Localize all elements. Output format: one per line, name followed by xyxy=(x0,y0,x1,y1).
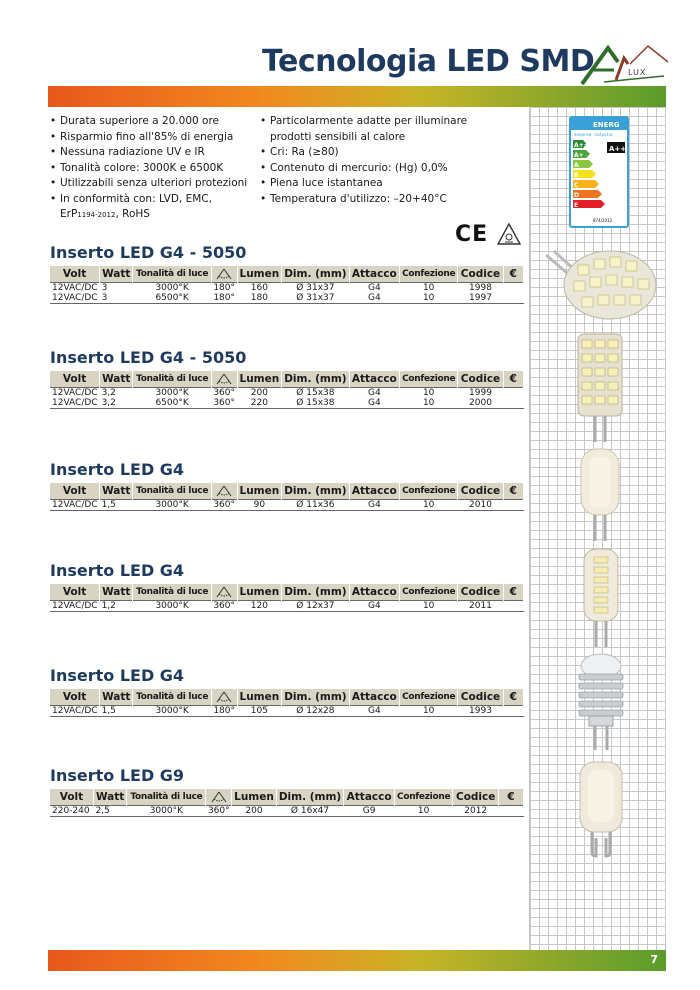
safety-triangle-icon xyxy=(496,222,522,246)
col-confezione: Confezione xyxy=(400,371,458,387)
table-row xyxy=(50,282,524,293)
beam-angle-icon xyxy=(215,691,233,703)
col-tonalita: Tonalità di luce xyxy=(133,266,211,282)
logo-text: LUX xyxy=(628,68,647,77)
col-dim: Dim. (mm) xyxy=(282,483,349,499)
col-angle xyxy=(206,789,232,805)
section-title: Inserto LED G9 xyxy=(50,766,185,785)
cell-confezione: 10 xyxy=(400,705,458,716)
cell-attacco: G4 xyxy=(349,282,399,293)
cell-price xyxy=(503,293,523,304)
feature-item: • Cri: Ra (≥80) xyxy=(260,145,490,161)
beam-angle-icon xyxy=(215,373,233,385)
col-angle xyxy=(211,584,237,600)
cell-dim: Ø 31x37 xyxy=(282,293,349,304)
col-volt: Volt xyxy=(50,266,100,282)
table-row xyxy=(50,600,524,611)
cell-lumen: 220 xyxy=(237,398,282,409)
feature-item: • Temperatura d'utilizzo: –20+40°C xyxy=(260,192,490,208)
cell-codice: 1993 xyxy=(458,705,503,716)
cell-lumen: 200 xyxy=(237,387,282,398)
cell-tonalita: 3000°K xyxy=(133,499,211,510)
cell-dim: Ø 16x47 xyxy=(276,805,343,816)
cell-lumen: 180 xyxy=(237,293,282,304)
cell-lumen: 90 xyxy=(237,499,282,510)
features-list-right xyxy=(260,114,490,207)
col-tonalita: Tonalità di luce xyxy=(133,689,211,705)
col-watt: Watt xyxy=(93,789,126,805)
col-lumen: Lumen xyxy=(237,483,282,499)
col-codice: Codice xyxy=(458,371,503,387)
col-confezione: Confezione xyxy=(395,789,453,805)
cell-angle: 180° xyxy=(213,292,235,303)
cell-tonalita: 3000°K xyxy=(133,705,211,716)
feature-item: • Utilizzabili senza ulteriori protezioni xyxy=(50,176,255,192)
cell-volt: 12VAC/DC xyxy=(52,600,98,611)
cell-volt: 220-240 xyxy=(50,805,93,816)
beam-angle-icon xyxy=(215,485,233,497)
cell-watt: 3,2 xyxy=(100,398,133,409)
feature-item: • In conformità con: LVD, EMC, xyxy=(50,192,255,208)
cell-confezione: 10 xyxy=(400,293,458,304)
col-angle xyxy=(211,483,237,499)
table-header-row xyxy=(50,266,524,282)
cell-price xyxy=(503,600,523,611)
cell-price xyxy=(503,499,523,510)
col-watt: Watt xyxy=(100,483,133,499)
cell-angle: 360° xyxy=(213,387,235,398)
cell-codice: 1999 xyxy=(458,387,503,398)
cell-confezione: 10 xyxy=(400,499,458,510)
section-title: Inserto LED G4 xyxy=(50,666,185,685)
section-title: Inserto LED G4 xyxy=(50,460,185,479)
table-header-row xyxy=(50,689,524,705)
col-dim: Dim. (mm) xyxy=(282,266,349,282)
cell-attacco: G4 xyxy=(349,387,399,398)
cell-angle: 360° xyxy=(213,600,235,611)
col-angle xyxy=(211,689,237,705)
cell-volt: 12VAC/DC xyxy=(52,397,98,408)
col-euro: € xyxy=(503,371,523,387)
col-attacco: Attacco xyxy=(344,789,395,805)
col-tonalita: Tonalità di luce xyxy=(127,789,206,805)
cell-price xyxy=(503,705,523,716)
spec-table xyxy=(50,584,524,612)
cell-attacco: G4 xyxy=(349,398,399,409)
col-euro: € xyxy=(503,266,523,282)
cell-dim: Ø 12x28 xyxy=(282,705,349,716)
led-g4-cylinder-lamp-image xyxy=(570,326,630,446)
col-euro: € xyxy=(499,789,524,805)
col-codice: Codice xyxy=(458,689,503,705)
cell-attacco: G4 xyxy=(349,705,399,716)
cell-tonalita: 3000°K xyxy=(133,282,211,293)
col-confezione: Confezione xyxy=(400,483,458,499)
led-g4-silicone-capsule-image xyxy=(575,445,625,545)
col-confezione: Confezione xyxy=(400,266,458,282)
cell-volt: 12VAC/DC xyxy=(52,387,98,398)
feature-item: prodotti sensibili al calore xyxy=(270,130,406,143)
cell-attacco: G4 xyxy=(349,499,399,510)
col-lumen: Lumen xyxy=(232,789,277,805)
col-lumen: Lumen xyxy=(237,266,282,282)
cell-attacco: G4 xyxy=(349,600,399,611)
feature-item xyxy=(50,207,255,224)
table-row xyxy=(50,293,524,304)
page-title: Tecnologia LED SMD xyxy=(262,44,595,79)
spec-table xyxy=(50,266,524,304)
cell-price xyxy=(503,282,523,293)
cell-tonalita: 3000°K xyxy=(127,805,206,816)
col-volt: Volt xyxy=(50,584,100,600)
col-volt: Volt xyxy=(50,689,100,705)
energy-sub: енергия · ενέργεια xyxy=(574,132,613,137)
col-euro: € xyxy=(503,483,523,499)
cell-angle: 360° xyxy=(207,805,230,816)
cell-lumen: 160 xyxy=(237,282,282,293)
col-angle xyxy=(211,371,237,387)
page-number: 7 xyxy=(650,953,658,966)
energy-class-label: A xyxy=(574,162,579,169)
spec-table xyxy=(50,789,524,817)
energy-class-label: C xyxy=(574,182,579,189)
energy-class-label: E xyxy=(574,202,579,209)
cell-watt: 1,5 xyxy=(100,705,133,716)
feature-erp-sub: 1194-2012 xyxy=(77,211,116,219)
col-euro: € xyxy=(503,689,523,705)
cell-confezione: 10 xyxy=(400,600,458,611)
col-lumen: Lumen xyxy=(237,689,282,705)
cell-angle: 360° xyxy=(213,397,235,408)
section-title: Inserto LED G4 xyxy=(50,561,185,580)
col-lumen: Lumen xyxy=(237,371,282,387)
spec-table xyxy=(50,371,524,409)
col-volt: Volt xyxy=(50,789,93,805)
table-header-row xyxy=(50,483,524,499)
col-attacco: Attacco xyxy=(349,266,399,282)
energy-class-label: D xyxy=(574,192,579,199)
cell-angle: 180° xyxy=(213,282,235,293)
spec-table xyxy=(50,689,524,717)
cell-codice: 2012 xyxy=(453,805,499,816)
cell-codice: 1998 xyxy=(458,282,503,293)
feature-item: • Durata superiore a 20.000 ore xyxy=(50,114,255,130)
led-g4-disc-lamp-image xyxy=(538,243,662,323)
col-dim: Dim. (mm) xyxy=(282,689,349,705)
cell-dim: Ø 15x38 xyxy=(282,387,349,398)
col-confezione: Confezione xyxy=(400,584,458,600)
col-attacco: Attacco xyxy=(349,584,399,600)
cell-watt: 2,5 xyxy=(93,805,126,816)
beam-angle-icon xyxy=(215,268,233,280)
table-row xyxy=(50,387,524,398)
cell-watt: 1,5 xyxy=(100,499,133,510)
header-band xyxy=(48,86,666,107)
cell-tonalita: 3000°K xyxy=(133,387,211,398)
energy-class-label: A++ xyxy=(574,142,589,149)
cell-dim: Ø 12x37 xyxy=(282,600,349,611)
energy-label xyxy=(569,116,629,228)
cell-volt: 12VAC/DC xyxy=(52,292,98,303)
cell-price xyxy=(499,805,524,816)
cell-volt: 12VAC/DC xyxy=(52,499,98,510)
cell-lumen: 200 xyxy=(232,805,277,816)
cell-tonalita: 3000°K xyxy=(133,600,211,611)
col-confezione: Confezione xyxy=(400,689,458,705)
led-g4-heatsink-lamp-image xyxy=(573,652,629,752)
col-watt: Watt xyxy=(100,266,133,282)
cell-watt: 1,2 xyxy=(100,600,133,611)
col-watt: Watt xyxy=(100,371,133,387)
energy-label-graphic xyxy=(571,118,627,226)
cell-confezione: 10 xyxy=(400,398,458,409)
beam-angle-icon xyxy=(215,586,233,598)
cell-volt: 12VAC/DC xyxy=(52,705,98,716)
energy-footer: 874/2012 xyxy=(593,218,613,223)
cell-dim: Ø 15x38 xyxy=(282,398,349,409)
cell-tonalita: 6500°K xyxy=(133,293,211,304)
feature-item: • Tonalità colore: 3000K e 6500K xyxy=(50,161,255,177)
cell-codice: 2000 xyxy=(458,398,503,409)
cell-confezione: 10 xyxy=(400,282,458,293)
cell-codice: 2011 xyxy=(458,600,503,611)
col-codice: Codice xyxy=(458,266,503,282)
cell-angle: 360° xyxy=(213,499,235,510)
cell-price xyxy=(503,387,523,398)
cell-attacco: G9 xyxy=(344,805,395,816)
feature-erp-post: , RoHS xyxy=(115,208,150,220)
col-watt: Watt xyxy=(100,689,133,705)
col-attacco: Attacco xyxy=(349,371,399,387)
col-euro: € xyxy=(503,584,523,600)
section-title: Inserto LED G4 - 5050 xyxy=(50,348,247,367)
col-attacco: Attacco xyxy=(349,483,399,499)
energy-class-label: A+ xyxy=(574,152,584,159)
spec-table xyxy=(50,483,524,511)
energy-class-label: B xyxy=(574,172,579,179)
col-attacco: Attacco xyxy=(349,689,399,705)
feature-item: • Particolarmente adatte per illuminare xyxy=(260,114,490,130)
table-header-row xyxy=(50,789,524,805)
table-row xyxy=(50,705,524,716)
logo-mark-icon xyxy=(578,40,673,90)
energy-header: ENERG xyxy=(593,121,620,129)
col-dim: Dim. (mm) xyxy=(282,371,349,387)
col-tonalita: Tonalità di luce xyxy=(133,483,211,499)
col-dim: Dim. (mm) xyxy=(276,789,343,805)
col-watt: Watt xyxy=(100,584,133,600)
beam-angle-icon xyxy=(210,791,228,803)
feature-item: • Risparmio fino all'85% di energia xyxy=(50,130,255,146)
cell-tonalita: 6500°K xyxy=(133,398,211,409)
col-volt: Volt xyxy=(50,371,100,387)
col-volt: Volt xyxy=(50,483,100,499)
feature-erp: ErP xyxy=(60,208,78,220)
cell-watt: 3,2 xyxy=(100,387,133,398)
cell-codice: 1997 xyxy=(458,293,503,304)
cell-dim: Ø 11x36 xyxy=(282,499,349,510)
cell-watt: 3 xyxy=(100,293,133,304)
col-angle xyxy=(211,266,237,282)
cell-codice: 2010 xyxy=(458,499,503,510)
cell-lumen: 105 xyxy=(237,705,282,716)
led-g4-clear-capsule-image xyxy=(578,545,624,650)
col-codice: Codice xyxy=(453,789,499,805)
col-codice: Codice xyxy=(458,483,503,499)
table-row xyxy=(50,805,524,816)
col-lumen: Lumen xyxy=(237,584,282,600)
footer-band xyxy=(48,950,666,971)
cell-confezione: 10 xyxy=(400,387,458,398)
led-g9-capsule-image xyxy=(576,758,626,858)
ce-mark: CE xyxy=(455,222,489,247)
section-title: Inserto LED G4 - 5050 xyxy=(50,243,247,262)
cell-volt: 12VAC/DC xyxy=(52,282,98,293)
col-dim: Dim. (mm) xyxy=(282,584,349,600)
col-codice: Codice xyxy=(458,584,503,600)
table-row xyxy=(50,398,524,409)
cell-lumen: 120 xyxy=(237,600,282,611)
energy-rating: A++ xyxy=(609,145,627,153)
cell-watt: 3 xyxy=(100,282,133,293)
col-tonalita: Tonalità di luce xyxy=(133,371,211,387)
table-header-row xyxy=(50,584,524,600)
cell-confezione: 10 xyxy=(395,805,453,816)
feature-item: • Contenuto di mercurio: (Hg) 0,0% xyxy=(260,161,490,177)
table-row xyxy=(50,499,524,510)
col-tonalita: Tonalità di luce xyxy=(133,584,211,600)
cell-angle: 180° xyxy=(213,705,235,716)
cell-price xyxy=(503,398,523,409)
feature-item: • Piena luce istantanea xyxy=(260,176,490,192)
table-header-row xyxy=(50,371,524,387)
cell-dim: Ø 31x37 xyxy=(282,282,349,293)
cell-attacco: G4 xyxy=(349,293,399,304)
features-list-left xyxy=(50,114,255,224)
brand-logo xyxy=(578,40,673,90)
feature-item: • Nessuna radiazione UV e IR xyxy=(50,145,255,161)
